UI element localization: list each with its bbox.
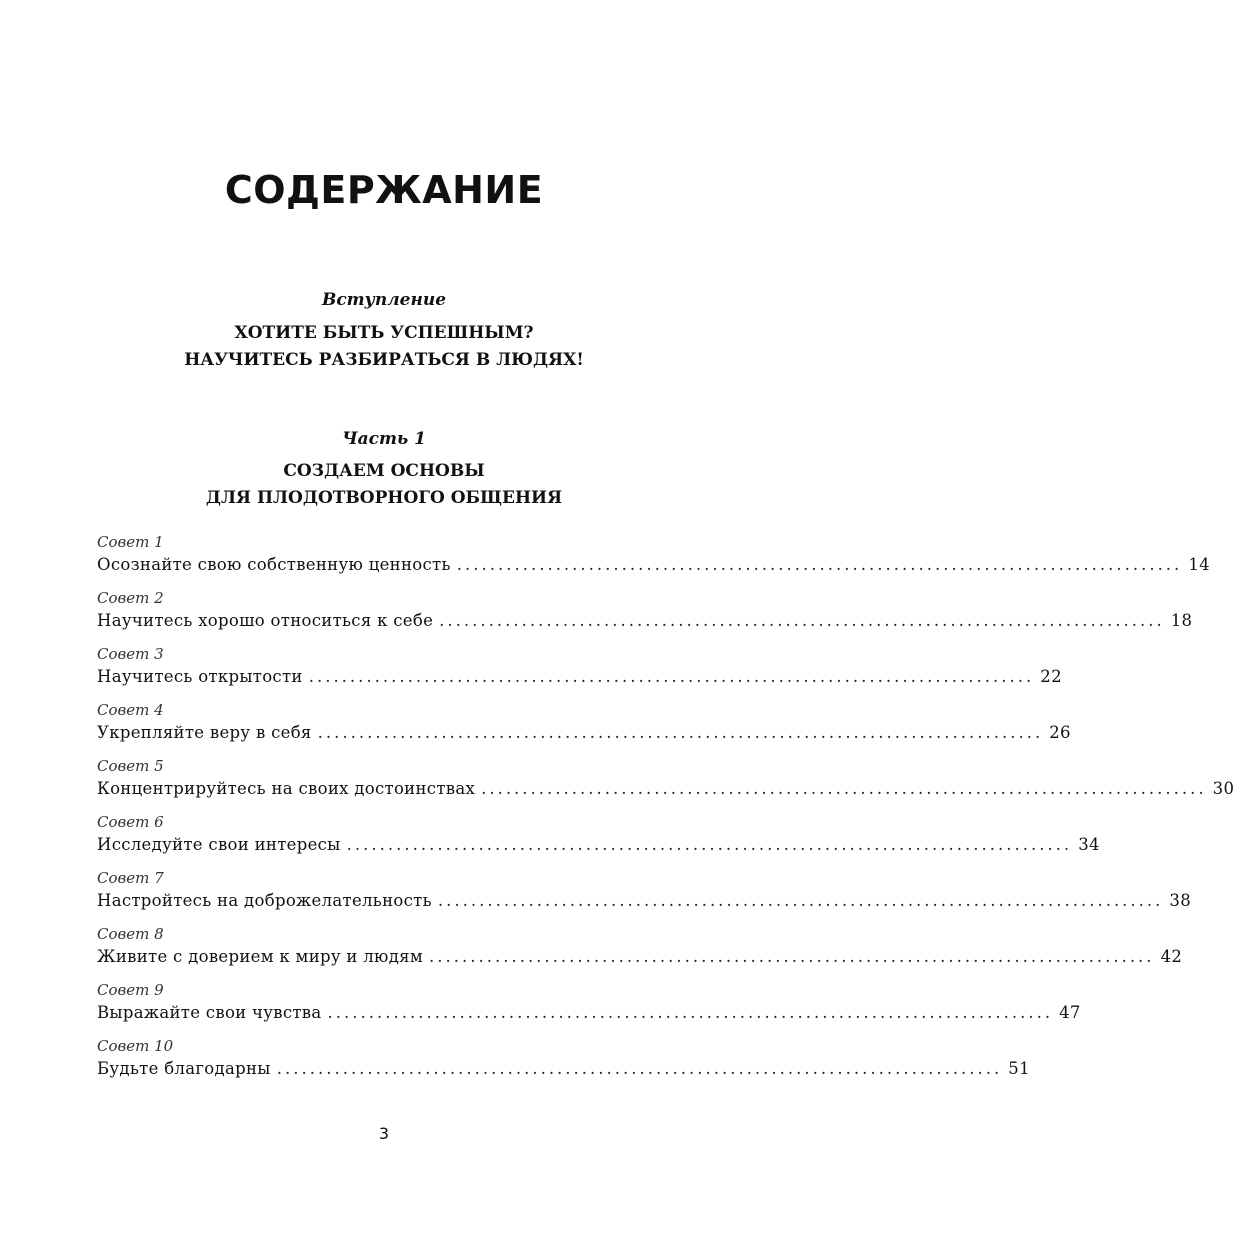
intro-label: Вступление [321, 290, 447, 310]
dot-leader: ........................................................................................ [317, 723, 1044, 742]
toc-entry-title: Настройтесь на доброжелательность [97, 891, 432, 910]
part1-heading-line1: СОЗДАЕМ ОСНОВЫ [283, 461, 485, 481]
dot-leader: ........................................................................................ [456, 555, 1183, 574]
toc-entry-page: 30 [1212, 779, 1234, 798]
toc-entry-title: Концентрируйтесь на своих достоинствах [97, 779, 476, 798]
page-title: СОДЕРЖАНИЕ [224, 168, 544, 212]
toc-entry[interactable] [97, 867, 1192, 923]
toc-advice-label: Совет 9 [97, 981, 164, 999]
toc-advice-label: Совет 5 [97, 757, 164, 775]
toc-entry-page: 42 [1160, 947, 1183, 966]
toc-entry[interactable] [97, 587, 1193, 643]
toc-advice-label: Совет 7 [97, 869, 164, 887]
toc-entry-page: 51 [1008, 1059, 1030, 1078]
toc-advice-label: Совет 4 [97, 701, 164, 719]
dot-leader: ........................................................................................ [437, 891, 1164, 910]
intro-heading [0, 320, 768, 374]
toc-entry-title: Живите с доверием к миру и людям [97, 947, 423, 966]
dot-leader: ........................................................................................ [429, 947, 1155, 966]
part1-label: Часть 1 [342, 429, 426, 449]
toc-entry[interactable] [97, 979, 1081, 1035]
dot-leader: ........................................................................................ [327, 1003, 1054, 1022]
toc-entry[interactable] [97, 531, 1210, 587]
toc-entry-title: Научитесь хорошо относиться к себе [97, 611, 434, 630]
part1-heading [0, 458, 768, 512]
dot-leader: ........................................................................................ [276, 1059, 1003, 1078]
toc-entry-page: 18 [1170, 611, 1193, 630]
toc-entry[interactable] [97, 643, 1062, 699]
toc-entry-page: 22 [1040, 667, 1062, 686]
toc-entry-title: Выражайте свои чувства [97, 1003, 322, 1022]
toc-entry[interactable] [97, 755, 1234, 811]
intro-heading-line2: НАУЧИТЕСЬ РАЗБИРАТЬСЯ В ЛЮДЯХ! [184, 350, 584, 370]
toc-advice-label: Совет 1 [97, 533, 164, 551]
page-number: 3 [378, 1124, 390, 1143]
toc-advice-label: Совет 6 [97, 813, 164, 831]
toc-entry[interactable] [97, 699, 1071, 755]
toc-entry-title: Научитесь открытости [97, 667, 303, 686]
toc-advice-label: Совет 8 [97, 925, 164, 943]
toc-entry[interactable] [97, 923, 1183, 979]
intro-heading-line1: ХОТИТЕ БЫТЬ УСПЕШНЫМ? [234, 323, 534, 343]
part1-heading-line2: ДЛЯ ПЛОДОТВОРНОГО ОБЩЕНИЯ [205, 488, 563, 508]
dot-leader: ........................................................................................ [439, 611, 1165, 630]
toc-advice-label: Совет 10 [97, 1037, 174, 1055]
toc-entry-title: Будьте благодарны [97, 1059, 271, 1078]
dot-leader: ........................................................................................ [308, 667, 1035, 686]
toc-advice-label: Совет 2 [97, 589, 164, 607]
dot-leader: ........................................................................................ [346, 835, 1073, 854]
toc-entry-title: Укрепляйте веру в себя [97, 723, 312, 742]
toc-entry[interactable] [97, 811, 1100, 867]
toc-entry-page: 38 [1169, 891, 1192, 910]
toc-entry[interactable] [97, 1035, 1030, 1091]
toc-entry-page: 34 [1078, 835, 1100, 854]
toc-entry-page: 14 [1188, 555, 1210, 574]
table-of-contents [97, 531, 1234, 1091]
toc-entry-page: 47 [1059, 1003, 1081, 1022]
toc-entry-title: Осознайте свою собственную ценность [97, 555, 451, 574]
toc-entry-title: Исследуйте свои интересы [97, 835, 341, 854]
toc-advice-label: Совет 3 [97, 645, 164, 663]
dot-leader: ........................................................................................ [481, 779, 1207, 798]
toc-entry-page: 26 [1049, 723, 1071, 742]
